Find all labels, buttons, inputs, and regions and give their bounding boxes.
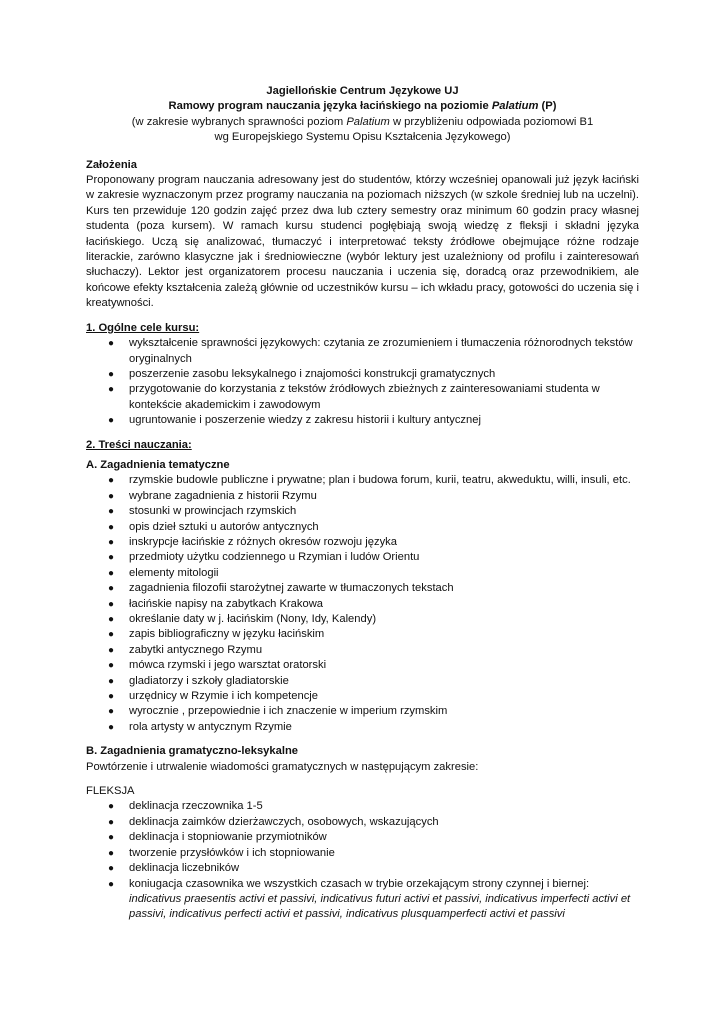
bullet-icon: ● (108, 721, 115, 733)
bullet-icon: ● (108, 338, 115, 350)
bullet-icon: ● (108, 878, 115, 890)
list-item (86, 704, 639, 719)
list-item-text: inskrypcje łacińskie z różnych okresów rozwoju języka (129, 535, 397, 548)
bullet-icon: ● (108, 675, 115, 687)
bullet-icon: ● (108, 598, 115, 610)
zalozenia-heading: Założenia (86, 158, 137, 171)
zalozenia-text: Proponowany program nauczania adresowany jest do studentów, którzy wcześniej opanowali już język łaciński w zakresie wyznaczonym przez programy nauczania na poziomach niższych (w szkole średniej lub na uczelni). Kurs ten przewiduje 120 godzin zajęć przez dwa lub cztery semestry oraz minimum 60 godzin pracy własnej studenta (poza kursem). W ramach kursu studenci pogłębiają swoją wiedzę z fleksji i składni języka łacińskiego. Uczą się analizować, tłumaczyć i interpretować teksty źródłowe obejmujące różne rodzaje literackie, zarówno klasyczne jak i średniowieczne (wybór lektury jest uzależniony od profilu i zainteresowań słuchaczy). Lektor jest organizatorem procesu nauczania i uczenia się, doradcą oraz przewodnikiem, ale końcowe efekty kształcenia zależą głównie od uczestników kursu – ich wkładu pracy, gotowości do uczenia się i kreatywności. (86, 174, 639, 310)
bullet-icon: ● (108, 614, 115, 625)
program-title-suffix: (P) (538, 100, 557, 113)
list-item-text: opis dzieł sztuki u autorów antycznych (129, 520, 319, 533)
list-item (86, 367, 639, 382)
list-item-text: zagadnienia filozofii starożytnej zawarte w tłumaczonych tekstach (129, 582, 454, 595)
list-item-text: deklinacja rzeczownika 1-5 (129, 800, 263, 813)
list-item-text: rola artysty w antycznym Rzymie (129, 720, 292, 733)
list-item-text: deklinacja liczebników (129, 862, 240, 875)
bullet-icon: ● (108, 847, 115, 859)
list-item (86, 336, 639, 367)
level-note (86, 115, 639, 130)
list-item-text: zapis bibliograficzny w języku łacińskim (129, 628, 325, 641)
list-item (86, 520, 639, 535)
list-item-text: wykształcenie sprawności językowych: czytania ze zrozumieniem i tłumaczenia różnorodnych tekstów oryginalnych (129, 337, 633, 365)
level-note-level: Palatium (346, 115, 390, 128)
list-item (86, 720, 639, 735)
list-item (86, 861, 639, 876)
list-item-text: wybrane zagadnienia z historii Rzymu (129, 489, 317, 502)
list-item-text: łacińskie napisy na zabytkach Krakowa (129, 597, 324, 610)
bullet-icon: ● (108, 415, 115, 427)
list-item (86, 413, 639, 428)
list-item-text: stosunki w prowincjach rzymskich (129, 505, 297, 518)
list-item (86, 846, 639, 861)
list-item-text: deklinacja i stopniowanie przymiotników (129, 831, 327, 844)
bullet-icon: ● (108, 475, 115, 487)
list-item-italic-text: indicativus praesentis activi et passivi, indicativus futuri activi et passivi, indicativus imperfecti activi et passivi, indicativus perfecti activi et passivi, indicativus plusquamperfecti activi et passivi (129, 892, 631, 921)
bullet-icon: ● (108, 583, 115, 595)
list-item (86, 581, 639, 596)
list-item (86, 535, 639, 550)
bullet-icon: ● (108, 521, 115, 533)
bullet-icon: ● (108, 863, 115, 875)
bullet-icon: ● (108, 660, 115, 672)
document-page (86, 84, 639, 923)
program-title-text: Ramowy program nauczania języka łacińskiego na poziomie (168, 100, 492, 113)
list-item-text: przygotowanie do korzystania z tekstów źródłowych zbieżnych z zainteresowaniami studenta w kontekście akademickim i zawodowym (129, 383, 600, 411)
fleksja-list (86, 799, 639, 922)
list-item-text: elementy mitologii (129, 566, 219, 579)
bullet-icon: ● (108, 691, 115, 703)
cele-list (86, 336, 639, 428)
list-item-text: deklinacja zaimków dzierżawczych, osobowych, wskazujących (129, 815, 439, 828)
bullet-icon: ● (108, 706, 115, 718)
list-item-text: wyrocznie , przepowiednie i ich znaczenie w imperium rzymskim (129, 705, 448, 718)
list-item (86, 815, 639, 830)
list-item (86, 597, 639, 612)
list-item-text: rzymskie budowle publiczne i prywatne; plan i budowa forum, kurii, teatru, akweduktu, willi, insuli, etc. (129, 474, 631, 487)
bullet-icon: ● (108, 816, 115, 828)
list-item (86, 489, 639, 504)
bullet-icon: ● (108, 644, 115, 656)
bullet-icon: ● (108, 801, 115, 813)
list-item (86, 550, 639, 565)
bullet-icon: ● (108, 490, 115, 502)
list-item-text: przedmioty użytku codziennego u Rzymian i ludów Orientu (129, 551, 420, 564)
list-item-text: urzędnicy w Rzymie i ich kompetencje (129, 690, 319, 703)
list-item-text: koniugacja czasownika we wszystkich czasach w trybie orzekającym strony czynnej i biernej: (129, 877, 590, 890)
document-header (86, 84, 639, 146)
list-item (86, 643, 639, 658)
list-item (86, 504, 639, 519)
list-item (86, 674, 639, 689)
level-note-framework: wg Europejskiego Systemu Opisu Kształcenia Językowego) (214, 131, 511, 144)
level-note-pre: (w zakresie wybranych sprawności poziom (131, 115, 347, 128)
bullet-icon: ● (108, 552, 115, 564)
level-note-post: w przybliżeniu odpowiada poziomowi B1 (389, 115, 594, 128)
list-item (86, 799, 639, 814)
bullet-icon: ● (108, 629, 115, 641)
list-item (86, 473, 639, 488)
program-title-level: Palatium (491, 100, 539, 113)
list-item-text: mówca rzymski i jego warsztat oratorski (129, 659, 327, 672)
zagadnienia-gramatyczne-heading: B. Zagadnienia gramatyczno-leksykalne (86, 745, 299, 758)
zagadnienia-tematyczne-list (86, 473, 639, 735)
program-title (86, 99, 639, 114)
list-item (86, 830, 639, 845)
gramatyka-intro: Powtórzenie i utrwalenie wiadomości gramatycznych w następującym zakresie: (86, 760, 479, 773)
list-item-text: tworzenie przysłówków i ich stopniowanie (129, 846, 335, 859)
list-item-text: zabytki antycznego Rzymu (129, 643, 263, 656)
list-item (86, 877, 639, 923)
bullet-icon: ● (108, 384, 115, 396)
list-item-text: poszerzenie zasobu leksykalnego i znajomości konstrukcji gramatycznych (129, 367, 496, 380)
list-item (86, 382, 639, 413)
list-item (86, 627, 639, 642)
list-item (86, 658, 639, 673)
zagadnienia-tematyczne-heading: A. Zagadnienia tematyczne (86, 458, 230, 471)
cele-heading: 1. Ogólne cele kursu: (86, 321, 200, 334)
institution-title: Jagiellońskie Centrum Językowe UJ (266, 85, 459, 97)
tresci-heading: 2. Treści nauczania: (86, 438, 192, 451)
list-item (86, 689, 639, 704)
bullet-icon: ● (108, 536, 115, 548)
bullet-icon: ● (108, 832, 115, 844)
list-item (86, 612, 639, 627)
list-item (86, 566, 639, 581)
bullet-icon: ● (108, 506, 115, 518)
list-item-text: ugruntowanie i poszerzenie wiedzy z zakresu historii i kultury antycznej (129, 414, 481, 427)
list-item-text: gladiatorzy i szkoły gladiatorskie (129, 674, 289, 687)
fleksja-label: FLEKSJA (86, 785, 135, 798)
list-item-text: określanie daty w j. łacińskim (Nony, Idy, Kalendy) (129, 613, 377, 625)
bullet-icon: ● (108, 567, 115, 579)
bullet-icon: ● (108, 368, 115, 380)
